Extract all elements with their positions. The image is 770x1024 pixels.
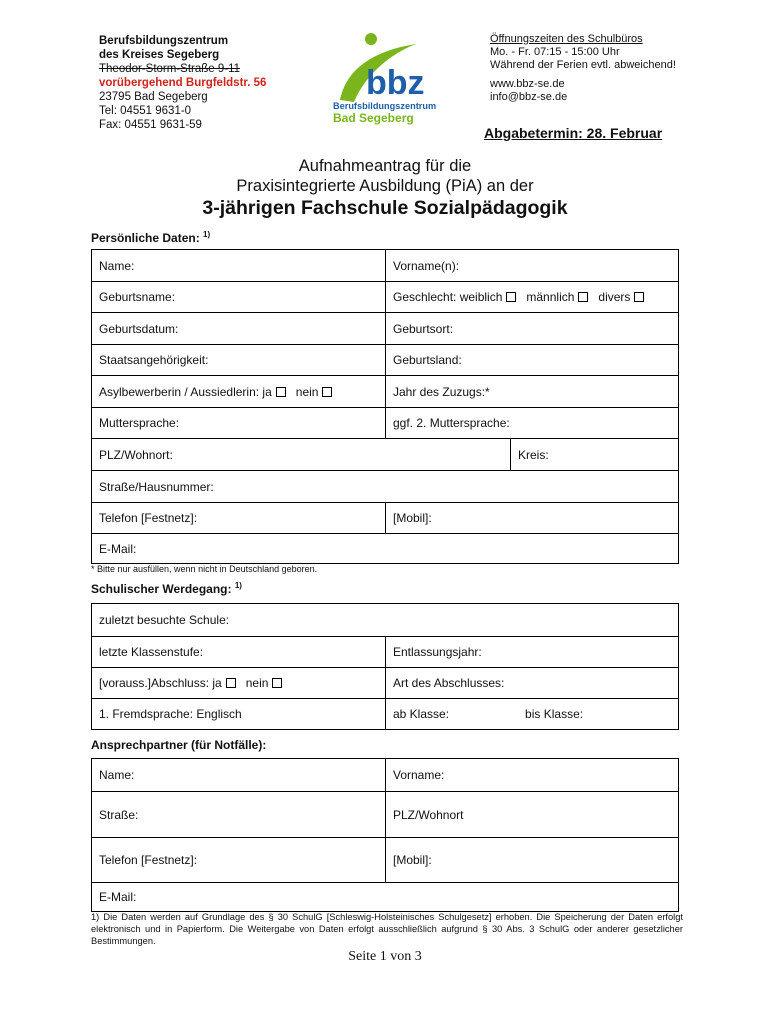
last-grade-label: letzte Klassenstufe: bbox=[99, 645, 204, 659]
org-name-line2: des Kreises Segeberg bbox=[99, 49, 220, 61]
postal-city-field[interactable] bbox=[92, 439, 510, 470]
asylum-field bbox=[92, 376, 385, 407]
asylum-label: Asylbewerberin / Aussiedlerin: ja bbox=[99, 384, 272, 399]
leaving-year-label: Entlassungsjahr: bbox=[393, 645, 482, 659]
contact-first-name-field[interactable] bbox=[385, 759, 678, 791]
asylum-no-label: nein bbox=[295, 384, 319, 399]
contact-name-label: Name: bbox=[99, 768, 135, 782]
birth-date-label: Geburtsdatum: bbox=[99, 321, 179, 336]
form-title bbox=[0, 156, 770, 196]
nationality-field[interactable] bbox=[92, 345, 385, 375]
native-language-field[interactable] bbox=[92, 408, 385, 438]
office-hours bbox=[490, 33, 676, 72]
birth-name-label: Geburtsname: bbox=[99, 290, 176, 304]
personal-heading-sup: 1) bbox=[203, 230, 211, 239]
telephone: Tel: 04551 9631-0 bbox=[99, 105, 192, 117]
school-heading-text: Schulischer Werdegang: bbox=[91, 582, 232, 596]
row-language bbox=[92, 407, 678, 438]
web-contact bbox=[490, 78, 567, 104]
birth-place-field[interactable] bbox=[385, 313, 678, 344]
gender-male-checkbox[interactable] bbox=[578, 292, 588, 302]
website-link[interactable]: www.bbz-se.de bbox=[490, 78, 565, 90]
title-line1: Aufnahmeantrag für die bbox=[298, 157, 472, 175]
asylum-no-checkbox[interactable] bbox=[322, 387, 332, 397]
birth-country-note: * Bitte nur ausfüllen, wenn nicht in Deutschland geboren. bbox=[91, 564, 318, 574]
row-grade bbox=[92, 636, 678, 667]
degree-no-checkbox[interactable] bbox=[272, 678, 282, 688]
contact-mobile-field[interactable] bbox=[385, 838, 678, 882]
foreign-language-field bbox=[92, 699, 385, 729]
birth-name-field[interactable] bbox=[92, 282, 385, 312]
degree-label: [vorauss.]Abschluss: ja bbox=[99, 676, 222, 690]
language-years-field[interactable] bbox=[385, 699, 678, 729]
personal-data-heading bbox=[91, 230, 210, 245]
degree-type-label: Art des Abschlusses: bbox=[393, 676, 505, 690]
school-history-table bbox=[91, 603, 679, 730]
phone-label: Telefon [Festnetz]: bbox=[99, 511, 198, 525]
mobile-field[interactable] bbox=[385, 503, 678, 533]
row-contact-phone bbox=[92, 837, 678, 882]
from-grade-label: ab Klasse: bbox=[393, 707, 450, 721]
row-contact-email bbox=[92, 882, 678, 911]
row-nationality bbox=[92, 344, 678, 375]
leaving-year-field[interactable] bbox=[385, 637, 678, 667]
mobile-label: [Mobil]: bbox=[393, 511, 432, 525]
emergency-contact-heading: Ansprechpartner (für Notfälle): bbox=[91, 738, 267, 752]
row-last-school bbox=[92, 604, 678, 636]
data-protection-footnote: 1) Die Daten werden auf Grundlage des § 30 SchulG [Schleswig-Holsteinisches Schulgesetz] erhoben. Die Speicherung der Daten erfolgt elektronisch und in Papierform. Die Weitergabe von Daten erfolgt ausschließlich aufgrund § 30 Abs. 3 SchulG oder anderer gesetzlicher Bestimmungen. bbox=[91, 912, 683, 946]
name-field[interactable] bbox=[92, 250, 385, 281]
foreign-language-label: 1. Fremdsprache: Englisch bbox=[99, 707, 242, 721]
contact-mobile-label: [Mobil]: bbox=[393, 853, 432, 867]
hours-title: Öffnungszeiten des Schulbüros bbox=[490, 33, 643, 45]
bbz-logo bbox=[330, 30, 440, 130]
main-title: 3-jährigen Fachschule Sozialpädagogik bbox=[202, 197, 568, 219]
contact-postal-city-field[interactable] bbox=[385, 792, 678, 837]
row-residence bbox=[92, 438, 678, 470]
personal-data-table bbox=[91, 249, 679, 564]
gender-field bbox=[385, 282, 678, 312]
contact-postal-city-label: PLZ/Wohnort bbox=[393, 807, 464, 822]
city: 23795 Bad Segeberg bbox=[99, 91, 208, 103]
row-birthdate bbox=[92, 312, 678, 344]
school-history-heading bbox=[91, 581, 242, 596]
degree-field bbox=[92, 668, 385, 698]
street-field[interactable] bbox=[92, 471, 678, 502]
nationality-label: Staatsangehörigkeit: bbox=[99, 353, 209, 367]
native-language-label: Muttersprache: bbox=[99, 416, 180, 430]
degree-type-field[interactable] bbox=[385, 668, 678, 698]
emergency-contact-table bbox=[91, 758, 679, 912]
gender-diverse-label: divers bbox=[598, 290, 631, 304]
gender-female-checkbox[interactable] bbox=[506, 292, 516, 302]
birth-date-field[interactable] bbox=[92, 313, 385, 344]
contact-first-name-label: Vorname: bbox=[393, 768, 445, 782]
first-name-field[interactable] bbox=[385, 250, 678, 281]
gender-male-label: männlich bbox=[526, 290, 575, 304]
degree-no-label: nein bbox=[245, 676, 269, 690]
last-grade-field[interactable] bbox=[92, 637, 385, 667]
last-school-field[interactable] bbox=[92, 604, 678, 636]
hours-line2: Während der Ferien evtl. abweichend! bbox=[490, 59, 676, 71]
last-school-label: zuletzt besuchte Schule: bbox=[99, 613, 230, 627]
asylum-yes-checkbox[interactable] bbox=[276, 387, 286, 397]
contact-phone-label: Telefon [Festnetz]: bbox=[99, 853, 198, 867]
row-contact-name bbox=[92, 759, 678, 791]
district-label: Kreis: bbox=[518, 447, 549, 462]
personal-heading-text: Persönliche Daten: bbox=[91, 231, 200, 245]
degree-yes-checkbox[interactable] bbox=[226, 678, 236, 688]
school-heading-sup: 1) bbox=[234, 581, 242, 590]
temporary-address: vorübergehend Burgfeldstr. 56 bbox=[99, 77, 267, 89]
contact-street-field[interactable] bbox=[92, 792, 385, 837]
first-name-label: Vorname(n): bbox=[393, 258, 460, 273]
name-label: Name: bbox=[99, 258, 135, 273]
organization-address bbox=[99, 34, 266, 132]
email-link[interactable]: info@bbz-se.de bbox=[490, 91, 568, 103]
fax: Fax: 04551 9631-59 bbox=[99, 119, 202, 131]
email-field[interactable] bbox=[92, 534, 678, 563]
birth-place-label: Geburtsort: bbox=[393, 321, 454, 336]
postal-city-label: PLZ/Wohnort: bbox=[99, 447, 173, 462]
row-email bbox=[92, 533, 678, 563]
gender-label: Geschlecht: weiblich bbox=[393, 290, 503, 304]
row-degree bbox=[92, 667, 678, 698]
district-field[interactable] bbox=[510, 439, 678, 470]
contact-email-label: E-Mail: bbox=[99, 890, 137, 904]
row-asylum bbox=[92, 375, 678, 407]
row-street bbox=[92, 470, 678, 502]
second-language-label: ggf. 2. Muttersprache: bbox=[393, 416, 510, 430]
gender-diverse-checkbox[interactable] bbox=[634, 292, 644, 302]
row-phone bbox=[92, 502, 678, 533]
org-name-line1: Berufsbildungszentrum bbox=[99, 35, 229, 47]
hours-line1: Mo. - Fr. 07:15 - 15:00 Uhr bbox=[490, 46, 620, 58]
contact-phone-field[interactable] bbox=[92, 838, 385, 882]
old-address: Theodor-Storm-Straße 9-11 bbox=[99, 63, 241, 75]
second-language-field[interactable] bbox=[385, 408, 678, 438]
phone-field[interactable] bbox=[92, 503, 385, 533]
title-line2: Praxisintegrierte Ausbildung (PiA) an der bbox=[236, 177, 534, 195]
birth-country-field[interactable] bbox=[385, 345, 678, 375]
birth-country-label: Geburtsland: bbox=[393, 353, 462, 367]
contact-street-label: Straße: bbox=[99, 807, 139, 822]
street-label: Straße/Hausnummer: bbox=[99, 479, 214, 494]
email-label: E-Mail: bbox=[99, 541, 137, 556]
row-language-course bbox=[92, 698, 678, 729]
deadline: Abgabetermin: 28. Februar bbox=[484, 125, 663, 141]
row-contact-address bbox=[92, 791, 678, 837]
arrival-year-field[interactable] bbox=[385, 376, 678, 407]
logo-subtitle-1: Berufsbildungszentrum bbox=[333, 101, 437, 111]
row-name bbox=[92, 250, 678, 281]
row-birthname bbox=[92, 281, 678, 312]
contact-email-field[interactable] bbox=[92, 883, 678, 911]
logo-text: bbz bbox=[366, 64, 425, 102]
logo-subtitle-2: Bad Segeberg bbox=[333, 111, 414, 125]
page-number: Seite 1 von 3 bbox=[348, 949, 422, 964]
to-grade-label: bis Klasse: bbox=[525, 707, 584, 721]
arrival-year-label: Jahr des Zuzugs:* bbox=[393, 384, 490, 399]
contact-name-field[interactable] bbox=[92, 759, 385, 791]
